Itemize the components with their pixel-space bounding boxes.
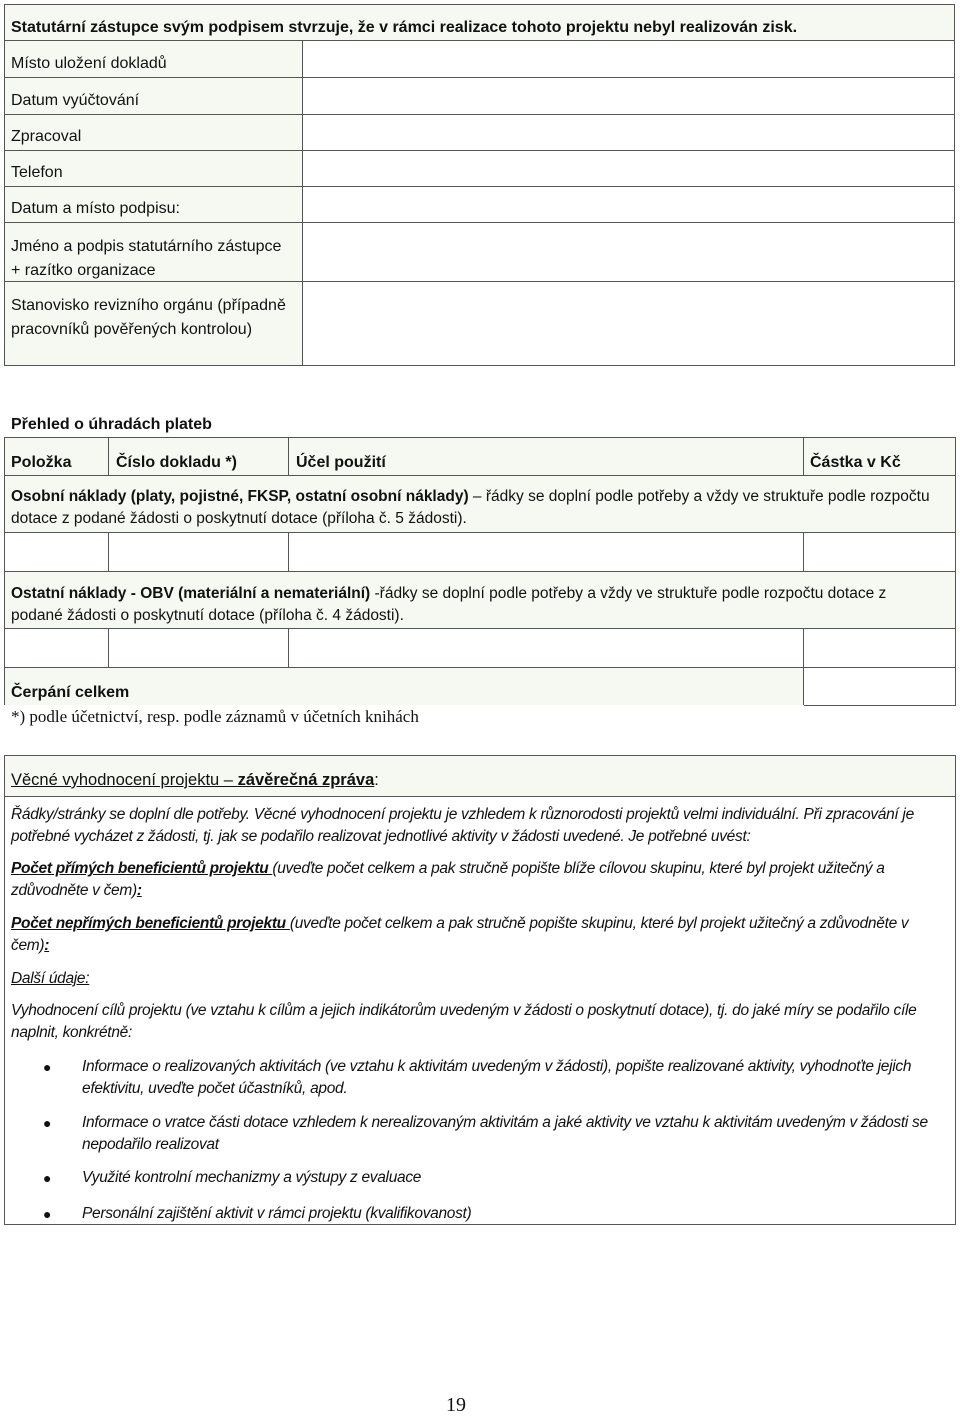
- bullet-item-activities: Informace o realizovaných aktivitách (ve vztahu k aktivitám uvedeným v žádosti), popište realizované aktivity, vyhodnoťte jejich efektivitu, uveďte počet účastníků, apod.: [82, 1058, 912, 1097]
- row-label-prepared-by: Zpracoval: [11, 128, 82, 145]
- sign-date-place-field[interactable]: [303, 187, 954, 222]
- header-item: Položka: [11, 454, 72, 471]
- personal-row-amount[interactable]: [804, 533, 955, 571]
- audit-opinion-field[interactable]: [303, 282, 954, 365]
- document-location-field[interactable]: [303, 41, 954, 77]
- evaluation-title: Věcné vyhodnocení projektu – závěrečná zpráva:: [11, 771, 379, 789]
- indirect-beneficiaries: Počet nepřímých beneficientů projektu (uveďte počet celkem a pak stručně popište skupinu, které byl projekt užitečný a zdůvodněte v čem):: [11, 915, 909, 954]
- personal-row-item[interactable]: [5, 533, 108, 571]
- personal-row-purpose[interactable]: [289, 533, 803, 571]
- row-label-document-location: Místo uložení dokladů: [11, 55, 167, 72]
- row-label-phone: Telefon: [11, 164, 63, 181]
- personal-row-document[interactable]: [109, 533, 288, 571]
- row-label-statutory-signature: Jméno a podpis statutárního zástupce + razítko organizace: [11, 238, 282, 279]
- other-row-purpose[interactable]: [289, 629, 803, 667]
- evaluation-intro: Řádky/stránky se doplní dle potřeby. Věcné vyhodnocení projektu je vzhledem k různorodosti projektů velmi individuální. Při zpracování je potřebné vycházet z žádosti, tj. jak se podařilo realizovat jednotlivé aktivity v žádosti uvedené. Je potřebné uvést:: [11, 806, 914, 845]
- header-amount: Částka v Kč: [810, 454, 901, 471]
- billing-date-field[interactable]: [303, 78, 954, 114]
- bullet-item-control: Využité kontrolní mechanizmy a výstupy z evaluace: [82, 1169, 422, 1186]
- other-row-item[interactable]: [5, 629, 108, 667]
- other-costs-note: Ostatní náklady - OBV (materiální a nemateriální) -řádky se doplní podle potřeby a vždy ve struktuře podle rozpočtu dotace z podané žádosti o poskytnutí dotace (příloha č. 4 žádosti).: [11, 585, 887, 624]
- bullet-icon: ●: [43, 1059, 52, 1075]
- bullet-item-staffing: Personální zajištění aktivit v rámci projektu (kvalifikovanost): [82, 1205, 472, 1222]
- prepared-by-field[interactable]: [303, 115, 954, 150]
- more-info-label: Další údaje:: [11, 970, 90, 987]
- total-label: Čerpání celkem: [11, 684, 130, 701]
- bullet-icon: ●: [43, 1170, 52, 1186]
- personal-costs-note: Osobní náklady (platy, pojistné, FKSP, ostatní osobní náklady) – řádky se doplní podle potřeby a vždy ve struktuře podle rozpočtu dotace z podané žádosti o poskytnutí dotace (příloha č. 5 žádosti).: [11, 488, 930, 527]
- other-row-amount[interactable]: [804, 629, 955, 667]
- header-purpose: Účel použití: [296, 454, 386, 471]
- goals-evaluation: Vyhodnocení cílů projektu (ve vztahu k cílům a jejich indikátorům uvedeným v žádosti o poskytnutí dotace), tj. do jaké míry se podařilo cíle naplnit, konkrétně:: [11, 1002, 917, 1041]
- row-label-billing-date: Datum vyúčtování: [11, 92, 140, 109]
- footnote: *) podle účetnictví, resp. podle záznamů v účetních knihách: [11, 707, 419, 726]
- bullet-icon: ●: [43, 1115, 52, 1131]
- direct-beneficiaries: Počet přímých beneficientů projektu (uveďte počet celkem a pak stručně popište blíže cílovou skupinu, které byl projekt užitečný a zdůvodněte v čem):: [11, 860, 885, 899]
- page-number: 19: [446, 1394, 466, 1416]
- row-label-audit-opinion: Stanovisko revizního orgánu (případně pracovníků pověřených kontrolou): [11, 297, 286, 338]
- other-row-document[interactable]: [109, 629, 288, 667]
- row-label-sign-date-place: Datum a místo podpisu:: [11, 200, 180, 217]
- bullet-icon: ●: [43, 1206, 52, 1222]
- header-document-number: Číslo dokladu *): [116, 454, 237, 471]
- total-amount-field[interactable]: [804, 668, 955, 705]
- phone-field[interactable]: [303, 151, 954, 186]
- statutory-signature-field[interactable]: [303, 223, 954, 281]
- payments-title: Přehled o úhradách plateb: [11, 416, 212, 433]
- bullet-item-refund: Informace o vratce části dotace vzhledem k nerealizovaným aktivitám a jaké aktivity ve vztahu k aktivitám uvedeným v žádosti se nepodařilo realizovat: [82, 1114, 928, 1153]
- no-profit-statement: Statutární zástupce svým podpisem stvrzuje, že v rámci realizace tohoto projektu nebyl realizován zisk.: [11, 19, 798, 36]
